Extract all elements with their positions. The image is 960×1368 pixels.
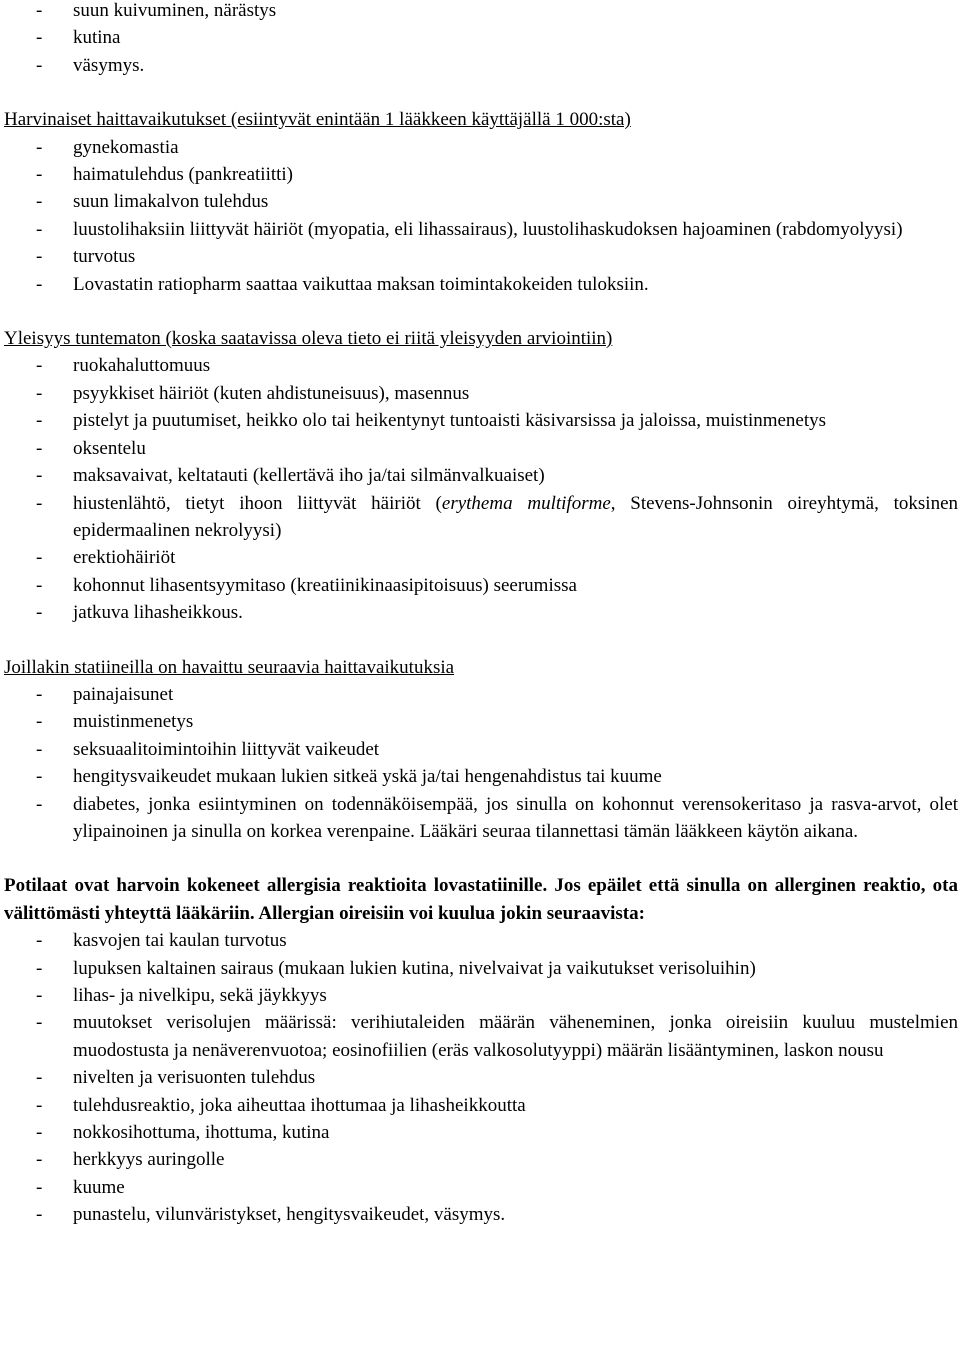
rare-heading: Harvinaiset haittavaikutukset (esiintyvät enintään 1 lääkkeen käyttäjällä 1 000:sta)	[4, 109, 631, 131]
list-item: - kuume	[4, 1174, 958, 1201]
dash: -	[36, 711, 43, 733]
list-item: - hengitysvaikeudet mukaan lukien sitkeä yskä ja/tai hengenahdistus tai kuume	[4, 763, 958, 790]
dash: -	[36, 793, 43, 815]
dash: -	[36, 930, 43, 952]
list-item: - ruokahaluttomuus	[4, 352, 958, 379]
dash: -	[36, 164, 43, 186]
list-item: - oksentelu	[4, 435, 958, 462]
list-item: - pistelyt ja puutumiset, heikko olo tai heikentynyt tuntoaisti käsivarsissa ja jaloissa, muistinmenetys	[4, 407, 958, 434]
list-item: - kutina	[4, 24, 958, 51]
dash: -	[36, 1176, 43, 1198]
dash: -	[36, 136, 43, 158]
rare-list	[4, 134, 958, 298]
dash: -	[36, 1122, 43, 1144]
dash: -	[36, 574, 43, 596]
allergy-section	[4, 872, 958, 1228]
dash: -	[36, 1149, 43, 1171]
dash: -	[36, 1012, 43, 1034]
statins-list	[4, 681, 958, 845]
list-item: - maksavaivat, keltatauti (kellertävä iho ja/tai silmänvalkuaiset)	[4, 462, 958, 489]
dash: -	[36, 437, 43, 459]
list-item: - kohonnut lihasentsyymitaso (kreatiinikinaasipitoisuus) seerumissa	[4, 572, 958, 599]
statins-section	[4, 654, 958, 846]
list-item: - muutokset verisolujen määrissä: verihiutaleiden määrän väheneminen, jonka oireisiin kuuluu mustelmien muodostusta ja nenäverenvuotoa; eosinofiilien (eräs valkosolutyyppi) määrän lisääntyminen, laskon nousu	[4, 1009, 958, 1064]
list-item: - luustolihaksiin liittyvät häiriöt (myopatia, eli lihassairaus), luustolihaskudoksen hajoaminen (rabdomyolyysi)	[4, 216, 958, 243]
allergy-list	[4, 927, 958, 1228]
dash: -	[36, 492, 43, 514]
list-item: - gynekomastia	[4, 134, 958, 161]
list-item: - suun limakalvon tulehdus	[4, 188, 958, 215]
list-item: - lupuksen kaltainen sairaus (mukaan lukien kutina, nivelvaivat ja vaikutukset verisoluihin)	[4, 955, 958, 982]
allergy-paragraph: Potilaat ovat harvoin kokeneet allergisia reaktioita lovastatiinille. Jos epäilet että sinulla on allerginen reaktio, ota välittömästi yhteyttä lääkäriin. Allergian oireisiin voi kuulua jokin seuraavista:	[4, 875, 958, 924]
dash: -	[36, 602, 43, 624]
dash: -	[36, 957, 43, 979]
statins-heading: Joillakin statiineilla on havaittu seuraavia haittavaikutuksia	[4, 656, 455, 678]
list-item: - diabetes, jonka esiintyminen on todennäköisempää, jos sinulla on kohonnut verensokeritaso ja rasva-arvot, olet ylipainoinen ja sinulla on korkea verenpaine. Lääkäri seuraa tilannettasi tämän lääkkeen käytön aikana.	[4, 791, 958, 846]
list-item: - punastelu, vilunväristykset, hengitysvaikeudet, väsymys.	[4, 1201, 958, 1228]
list-item: - nokkosihottuma, ihottuma, kutina	[4, 1119, 958, 1146]
dash: -	[36, 0, 43, 21]
intro-list	[4, 0, 958, 79]
dash: -	[36, 355, 43, 377]
rare-section	[4, 106, 958, 298]
dash: -	[36, 547, 43, 569]
dash: -	[36, 273, 43, 295]
list-item: - nivelten ja verisuonten tulehdus	[4, 1064, 958, 1091]
unknown-frequency-list	[4, 352, 958, 626]
document-page	[4, 0, 958, 1229]
list-item: - lihas- ja nivelkipu, sekä jäykkyys	[4, 982, 958, 1009]
dash: -	[36, 683, 43, 705]
dash: -	[36, 465, 43, 487]
dash: -	[36, 54, 43, 76]
list-item: - muistinmenetys	[4, 708, 958, 735]
list-item: - seksuaalitoimintoihin liittyvät vaikeudet	[4, 736, 958, 763]
dash: -	[36, 766, 43, 788]
list-item: - Lovastatin ratiopharm saattaa vaikuttaa maksan toimintakokeiden tuloksiin.	[4, 271, 958, 298]
unknown-frequency-section	[4, 325, 958, 626]
list-item: - suun kuivuminen, närästys	[4, 0, 958, 24]
dash: -	[36, 218, 43, 240]
dash: -	[36, 1094, 43, 1116]
dash: -	[36, 27, 43, 49]
list-item: - haimatulehdus (pankreatiitti)	[4, 161, 958, 188]
dash: -	[36, 191, 43, 213]
unknown-frequency-heading: Yleisyys tuntematon (koska saatavissa oleva tieto ei riitä yleisyyden arviointiin)	[4, 328, 613, 350]
list-item: - tulehdusreaktio, joka aiheuttaa ihottumaa ja lihasheikkoutta	[4, 1092, 958, 1119]
list-item: - psyykkiset häiriöt (kuten ahdistuneisuus), masennus	[4, 380, 958, 407]
list-item: - hiustenlähtö, tietyt ihoon liittyvät häiriöt (erythema multiforme, Stevens-Johnsonin oireyhtymä, toksinen epidermaalinen nekrolyysi)	[4, 490, 958, 545]
dash: -	[36, 738, 43, 760]
dash: -	[36, 1204, 43, 1226]
list-item: - painajaisunet	[4, 681, 958, 708]
dash: -	[36, 1067, 43, 1089]
dash: -	[36, 985, 43, 1006]
dash: -	[36, 410, 43, 432]
list-item: - väsymys.	[4, 52, 958, 79]
list-item: - erektiohäiriöt	[4, 544, 958, 571]
list-item: - kasvojen tai kaulan turvotus	[4, 927, 958, 954]
dash: -	[36, 246, 43, 268]
list-item: - turvotus	[4, 243, 958, 270]
list-item: - herkkyys auringolle	[4, 1146, 958, 1173]
dash: -	[36, 382, 43, 404]
list-item: - jatkuva lihasheikkous.	[4, 599, 958, 626]
